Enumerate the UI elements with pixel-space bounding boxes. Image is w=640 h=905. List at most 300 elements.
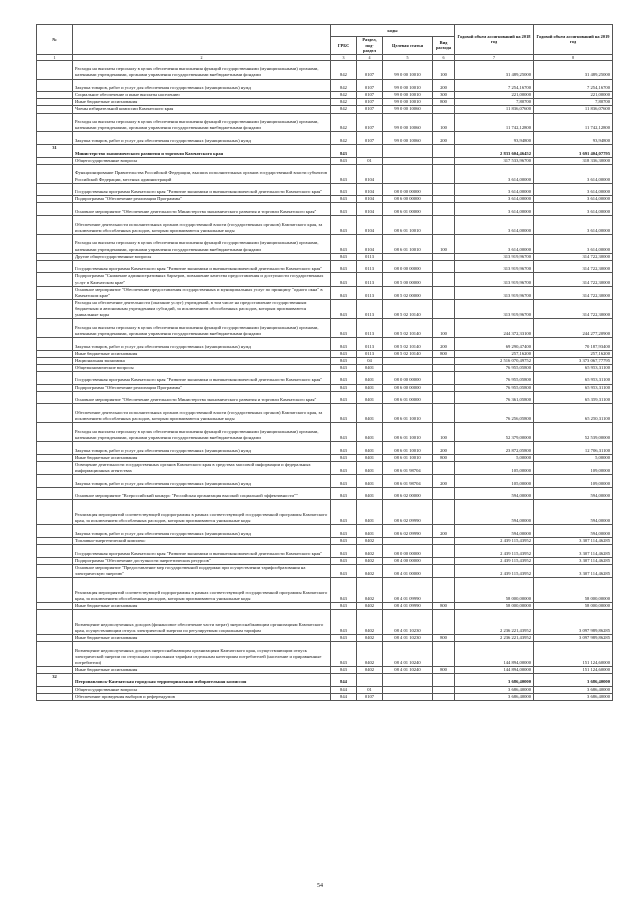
table-row — [37, 564, 613, 577]
row-type: 100 — [433, 60, 455, 79]
row-number — [37, 693, 73, 700]
row-target: 08 6 02 09990 — [383, 500, 433, 525]
header-vol-2018: Годовой объем ассигнований на 2018 год — [455, 25, 534, 55]
row-type: 800 — [433, 99, 455, 106]
row-type: 800 — [433, 350, 455, 357]
row-vol-2018: 3 614,00000 — [455, 234, 534, 253]
row-grbs: 843 — [331, 203, 357, 216]
row-vol-2019: 93,94800 — [534, 132, 613, 145]
row-vol-2018: 58 000,00000 — [455, 577, 534, 602]
row-name: Иные бюджетные ассигнования — [73, 666, 331, 673]
row-target: 08 6 00 00000 — [383, 196, 433, 203]
row-grbs: 843 — [331, 634, 357, 641]
row-target: 99 0 00 10010 — [383, 99, 433, 106]
row-type: 200 — [433, 441, 455, 454]
row-target: 08 4 01 10240 — [383, 666, 433, 673]
row-section: 0113 — [357, 253, 383, 260]
row-number — [37, 234, 73, 253]
row-number — [37, 350, 73, 357]
row-section: 0402 — [357, 577, 383, 602]
table-row — [37, 60, 613, 79]
row-target — [383, 364, 433, 371]
row-vol-2019: 3 614,00000 — [534, 216, 613, 235]
row-grbs: 843 — [331, 157, 357, 164]
row-number — [37, 286, 73, 299]
row-vol-2018: 594,00000 — [455, 525, 534, 538]
row-vol-2018: 76 955,05800 — [455, 384, 534, 391]
row-type — [433, 164, 455, 183]
row-target: 08 6 01 10010 — [383, 404, 433, 423]
table-row — [37, 196, 613, 203]
row-number — [37, 113, 73, 132]
row-name: Расходы на выплаты персоналу в целях обеспечения выполнения функций государственными (муниципальными) органами, казенными учреждениями, органами управления государственными внебюджетными фондами — [73, 113, 331, 132]
column-number: 7 — [455, 54, 534, 60]
row-type — [433, 364, 455, 371]
table-row — [37, 537, 613, 544]
row-vol-2019: 3 373 067,77795 — [534, 357, 613, 364]
row-type — [433, 260, 455, 273]
row-vol-2018: 3 614,00000 — [455, 183, 534, 196]
row-target: 08 4 00 00000 — [383, 557, 433, 564]
row-number — [37, 666, 73, 673]
header-section: Раздел, под-раздел — [357, 37, 383, 55]
row-type — [433, 384, 455, 391]
row-number — [37, 577, 73, 602]
row-vol-2019: 3 686,40000 — [534, 693, 613, 700]
row-name: Расходы на выплаты персоналу в целях обеспечения выполнения функций государственными (муниципальными) органами, казенными учреждениями, органами управления государственными внебюджетными фондами — [73, 319, 331, 338]
row-number — [37, 60, 73, 79]
row-name: Возмещение недополученных доходов энергоснабжающим организациям Камчатского края, осуществляющим отпуск электрической энергии по отпускным социальным тарифам отдельным категориям потребителей (население и приравненные потребители) — [73, 641, 331, 666]
row-number — [37, 602, 73, 609]
row-type — [433, 461, 455, 474]
row-grbs: 843 — [331, 253, 357, 260]
table-row — [37, 92, 613, 99]
row-vol-2019: 151 124,60000 — [534, 666, 613, 673]
column-number: 5 — [383, 54, 433, 60]
row-type — [433, 253, 455, 260]
row-type — [433, 216, 455, 235]
row-vol-2019: 594,00000 — [534, 487, 613, 500]
row-number — [37, 99, 73, 106]
table-row — [37, 423, 613, 442]
row-name: Иные бюджетные ассигнования — [73, 634, 331, 641]
row-vol-2019: 244 277,20900 — [534, 319, 613, 338]
row-target: 08 5 02 10140 — [383, 350, 433, 357]
row-grbs: 842 — [331, 60, 357, 79]
row-vol-2019: 3 614,00000 — [534, 196, 613, 203]
row-vol-2018: 3 614,00000 — [455, 203, 534, 216]
row-section: 0401 — [357, 391, 383, 404]
row-target: 08 0 00 00000 — [383, 260, 433, 273]
row-section: 0107 — [357, 60, 383, 79]
table-row — [37, 557, 613, 564]
row-number — [37, 371, 73, 384]
row-number — [37, 216, 73, 235]
row-section: 0104 — [357, 216, 383, 235]
row-vol-2019: 7 254,16700 — [534, 79, 613, 92]
table-row — [37, 686, 613, 693]
row-vol-2018: 144 894,00000 — [455, 641, 534, 666]
column-number: 4 — [357, 54, 383, 60]
row-target — [383, 164, 433, 183]
column-number: 2 — [73, 54, 331, 60]
row-type — [433, 371, 455, 384]
row-section: 01 — [357, 157, 383, 164]
row-grbs: 844 — [331, 673, 357, 686]
row-target — [383, 686, 433, 693]
document-page — [36, 24, 612, 701]
row-name: Основное мероприятие "Предоставление мер государственной поддержки при осуществлении тарифообразования на электрическую энергию" — [73, 564, 331, 577]
row-section: 0401 — [357, 487, 383, 500]
row-vol-2018: 76 955,05800 — [455, 371, 534, 384]
row-number — [37, 357, 73, 364]
row-vol-2019: 3 686,40000 — [534, 686, 613, 693]
row-section: 0113 — [357, 273, 383, 286]
row-vol-2018: 5,00000 — [455, 454, 534, 461]
row-vol-2019: 3 097 989,86285 — [534, 634, 613, 641]
row-type: 200 — [433, 474, 455, 487]
row-name: Иные бюджетные ассигнования — [73, 99, 331, 106]
header-number: № — [37, 25, 73, 55]
row-grbs: 843 — [331, 577, 357, 602]
row-grbs: 843 — [331, 454, 357, 461]
table-row — [37, 145, 613, 158]
row-name: Закупка товаров, работ и услуг для обеспечения государственных (муниципальных) нужд — [73, 79, 331, 92]
row-grbs: 842 — [331, 79, 357, 92]
row-name: Государственная программа Камчатского края "Развитие экономики и внешнеэкономической деятельности Камчатского края" — [73, 183, 331, 196]
row-section: 0402 — [357, 602, 383, 609]
row-section: 0402 — [357, 557, 383, 564]
row-grbs: 843 — [331, 286, 357, 299]
table-row — [37, 666, 613, 673]
row-name: Подпрограмма "Снижение административных барьеров, повышение качества предоставления и доступности государственных услуг в Камчатском крае" — [73, 273, 331, 286]
row-type — [433, 557, 455, 564]
row-section: 0401 — [357, 364, 383, 371]
row-type: 800 — [433, 454, 455, 461]
row-vol-2019: 151 124,60000 — [534, 641, 613, 666]
row-number — [37, 273, 73, 286]
row-vol-2019: 257,16200 — [534, 350, 613, 357]
table-row — [37, 634, 613, 641]
row-type: 200 — [433, 79, 455, 92]
row-type — [433, 487, 455, 500]
row-vol-2019: 109,00000 — [534, 461, 613, 474]
row-vol-2019: 109,00000 — [534, 474, 613, 487]
row-grbs: 843 — [331, 196, 357, 203]
row-vol-2018: 105,00000 — [455, 461, 534, 474]
row-name: Основное мероприятие "Всероссийский конкурс "Российская организация высокой социальной эффективности"" — [73, 487, 331, 500]
row-section: 0107 — [357, 92, 383, 99]
row-type — [433, 693, 455, 700]
row-number — [37, 641, 73, 666]
row-grbs: 843 — [331, 145, 357, 158]
row-grbs: 843 — [331, 423, 357, 442]
table-row — [37, 500, 613, 525]
header-target: Целевая статья — [383, 37, 433, 55]
row-name: Общеэкономические вопросы — [73, 364, 331, 371]
row-name: Реализация мероприятий соответствующей подпрограммы в рамках соответствующей государственной программы Камчатского края, за исключением обособленных расходов, которым присваиваются уникальные коды — [73, 577, 331, 602]
row-target: 99 0 00 10010 — [383, 79, 433, 92]
row-vol-2018: 76 955,05800 — [455, 364, 534, 371]
table-row — [37, 673, 613, 686]
row-vol-2018: 3 614,00000 — [455, 164, 534, 183]
table-row — [37, 602, 613, 609]
row-type — [433, 157, 455, 164]
row-section: 0113 — [357, 260, 383, 273]
row-vol-2018: 313 919,96700 — [455, 260, 534, 273]
row-target: 08 4 01 00000 — [383, 564, 433, 577]
row-section: 0113 — [357, 299, 383, 318]
row-target: 08 4 01 10230 — [383, 609, 433, 634]
row-section: 0107 — [357, 99, 383, 106]
row-grbs: 843 — [331, 487, 357, 500]
row-type: 100 — [433, 234, 455, 253]
table-row — [37, 260, 613, 273]
row-vol-2019: 594,00000 — [534, 500, 613, 525]
row-vol-2019: 12 706,31100 — [534, 441, 613, 454]
row-section: 0401 — [357, 500, 383, 525]
row-vol-2019: 5,00000 — [534, 454, 613, 461]
row-name: Национальная экономика — [73, 357, 331, 364]
row-target: 08 4 01 09990 — [383, 602, 433, 609]
row-name: Закупка товаров, работ и услуг для обеспечения государственных (муниципальных) нужд — [73, 132, 331, 145]
row-vol-2019: 3 614,00000 — [534, 203, 613, 216]
row-vol-2018: 221,00000 — [455, 92, 534, 99]
row-target — [383, 673, 433, 686]
row-target: 08 6 01 10010 — [383, 454, 433, 461]
row-section: 0104 — [357, 234, 383, 253]
column-number: 6 — [433, 54, 455, 60]
row-number — [37, 474, 73, 487]
table-row — [37, 157, 613, 164]
row-target — [383, 693, 433, 700]
row-type: 200 — [433, 525, 455, 538]
row-type — [433, 609, 455, 634]
row-number — [37, 299, 73, 318]
header-type: Вид расхода — [433, 37, 455, 55]
row-vol-2018: 2 439 115,43952 — [455, 537, 534, 544]
row-number — [37, 391, 73, 404]
row-vol-2019: 3 691 404,07795 — [534, 145, 613, 158]
row-name: Основное мероприятие "Обеспечение предоставления государственных и муниципальных услуг по принципу "одного окна" в Камчатском крае" — [73, 286, 331, 299]
table-row — [37, 319, 613, 338]
row-target: 08 6 00 00000 — [383, 384, 433, 391]
row-target: 08 6 01 10010 — [383, 441, 433, 454]
row-section: 0107 — [357, 132, 383, 145]
row-name: Другие общегосударственные вопросы — [73, 253, 331, 260]
row-number — [37, 364, 73, 371]
table-row — [37, 441, 613, 454]
row-number — [37, 79, 73, 92]
row-grbs: 843 — [331, 357, 357, 364]
row-type — [433, 673, 455, 686]
budget-table — [36, 24, 613, 701]
row-section: 0401 — [357, 474, 383, 487]
row-section: 0402 — [357, 537, 383, 544]
table-row — [37, 693, 613, 700]
row-vol-2018: 313 919,96700 — [455, 286, 534, 299]
row-vol-2019: 7,80700 — [534, 99, 613, 106]
row-name: Социальное обеспечение и иные выплаты населению — [73, 92, 331, 99]
row-target: 08 4 01 09990 — [383, 577, 433, 602]
row-number — [37, 487, 73, 500]
row-type: 200 — [433, 132, 455, 145]
row-target: 08 6 01 10010 — [383, 216, 433, 235]
row-type — [433, 500, 455, 525]
row-number — [37, 203, 73, 216]
row-name: Расходы на выплаты персоналу в целях обеспечения выполнения функций государственными (муниципальными) органами, казенными учреждениями, органами управления государственными внебюджетными фондами — [73, 234, 331, 253]
row-vol-2018: 313 919,96700 — [455, 299, 534, 318]
row-vol-2019: 52 539,00000 — [534, 423, 613, 442]
row-type — [433, 577, 455, 602]
row-section: 0401 — [357, 454, 383, 461]
row-vol-2018: 52 379,00000 — [455, 423, 534, 442]
row-vol-2018: 3 614,00000 — [455, 196, 534, 203]
row-name: Реализация мероприятий соответствующей подпрограммы в рамках соответствующей государственной программы Камчатского края, за исключением обособленных расходов, которым присваиваются уникальные коды — [73, 500, 331, 525]
row-target: 99 0 00 10010 — [383, 60, 433, 79]
row-target: 08 5 00 00000 — [383, 273, 433, 286]
row-name: Расходы на обеспечение деятельности (оказание услуг) учреждений, в том числе на предоставление государственным бюджетным и автономным учреждениям субсидий, за исключением обособленных расходов, которым присваиваются уникальные коды — [73, 299, 331, 318]
row-vol-2019: 314 722,30000 — [534, 253, 613, 260]
row-vol-2019: 65 953,31100 — [534, 384, 613, 391]
row-grbs: 843 — [331, 441, 357, 454]
table-row — [37, 337, 613, 350]
row-vol-2018: 3 686,40000 — [455, 673, 534, 686]
row-vol-2018: 3 614,00000 — [455, 216, 534, 235]
row-target — [383, 157, 433, 164]
row-section: 0401 — [357, 525, 383, 538]
row-target: 08 0 00 00000 — [383, 371, 433, 384]
table-row — [37, 216, 613, 235]
row-name: Подпрограмма "Обеспечение доступности энергетических ресурсов" — [73, 557, 331, 564]
row-type — [433, 183, 455, 196]
table-row — [37, 384, 613, 391]
row-number — [37, 500, 73, 525]
row-section: 0107 — [357, 693, 383, 700]
table-row — [37, 273, 613, 286]
row-name: Закупка товаров, работ и услуг для обеспечения государственных (муниципальных) нужд — [73, 441, 331, 454]
row-name: Основное мероприятие "Обеспечение деятельности Министерства экономического развития и торговли Камчатского края" — [73, 203, 331, 216]
table-row — [37, 164, 613, 183]
page-number: 54 — [317, 883, 323, 889]
row-vol-2018: 2 236 221,43952 — [455, 609, 534, 634]
row-vol-2019: 314 722,30000 — [534, 273, 613, 286]
row-vol-2019: 3 614,00000 — [534, 164, 613, 183]
row-grbs: 843 — [331, 602, 357, 609]
row-grbs: 843 — [331, 273, 357, 286]
row-grbs: 843 — [331, 564, 357, 577]
row-vol-2018: 257,16200 — [455, 350, 534, 357]
row-grbs: 843 — [331, 216, 357, 235]
row-vol-2018: 2 236 221,43952 — [455, 634, 534, 641]
row-target: 08 5 02 00000 — [383, 286, 433, 299]
row-grbs: 843 — [331, 609, 357, 634]
row-type — [433, 564, 455, 577]
row-name: Общегосударственные вопросы — [73, 686, 331, 693]
row-number — [37, 183, 73, 196]
row-grbs: 843 — [331, 319, 357, 338]
row-vol-2018: 2 439 115,43952 — [455, 564, 534, 577]
row-type: 100 — [433, 319, 455, 338]
row-number — [37, 164, 73, 183]
row-section: 0401 — [357, 404, 383, 423]
row-grbs: 842 — [331, 92, 357, 99]
row-target: 99 0 00 10060 — [383, 106, 433, 113]
row-number — [37, 525, 73, 538]
row-number — [37, 404, 73, 423]
row-grbs: 843 — [331, 337, 357, 350]
row-section: 0113 — [357, 286, 383, 299]
row-name: Расходы на выплаты персоналу в целях обеспечения выполнения функций государственными (муниципальными) органами, казенными учреждениями, органами управления государственными внебюджетными фондами — [73, 423, 331, 442]
row-section: 0113 — [357, 350, 383, 357]
column-number: 3 — [331, 54, 357, 60]
header-name — [73, 25, 331, 55]
row-section: 01 — [357, 686, 383, 693]
row-type — [433, 145, 455, 158]
row-type: 800 — [433, 634, 455, 641]
row-number — [37, 423, 73, 442]
row-target: 08 6 02 09990 — [383, 525, 433, 538]
row-target: 08 0 00 00000 — [383, 183, 433, 196]
row-grbs: 844 — [331, 693, 357, 700]
row-vol-2019: 65 953,31100 — [534, 371, 613, 384]
row-vol-2018: 594,00000 — [455, 500, 534, 525]
row-vol-2019: 221,00000 — [534, 92, 613, 99]
row-vol-2018: 11 836,07600 — [455, 106, 534, 113]
row-target: 08 5 02 10140 — [383, 337, 433, 350]
row-number — [37, 157, 73, 164]
row-name: Иные бюджетные ассигнования — [73, 602, 331, 609]
row-vol-2018: 2 833 604,46452 — [455, 145, 534, 158]
table-row — [37, 183, 613, 196]
row-vol-2019: 11 742,12800 — [534, 113, 613, 132]
row-grbs: 843 — [331, 500, 357, 525]
row-vol-2018: 105,00000 — [455, 474, 534, 487]
row-number — [37, 106, 73, 113]
row-type — [433, 273, 455, 286]
row-type — [433, 641, 455, 666]
row-type — [433, 404, 455, 423]
row-type: 800 — [433, 666, 455, 673]
column-number: 1 — [37, 54, 73, 60]
row-section: 0104 — [357, 183, 383, 196]
header-grbs: ГРБС — [331, 37, 357, 55]
row-target: 08 6 01 00000 — [383, 203, 433, 216]
row-vol-2018: 7 254,16700 — [455, 79, 534, 92]
row-name: Расходы на выплаты персоналу в целях обеспечения выполнения функций государственными (муниципальными) органами, казенными учреждениями, органами управления государственными внебюджетными фондами — [73, 60, 331, 79]
row-name: Подпрограмма "Обеспечение реализации Программы" — [73, 384, 331, 391]
row-target: 99 0 00 10010 — [383, 92, 433, 99]
row-number — [37, 686, 73, 693]
row-target: 08 5 02 10140 — [383, 319, 433, 338]
row-target: 08 4 01 10240 — [383, 641, 433, 666]
row-vol-2019: 3 307 114,46285 — [534, 544, 613, 557]
table-row — [37, 99, 613, 106]
row-name: Иные бюджетные ассигнования — [73, 454, 331, 461]
row-grbs: 842 — [331, 113, 357, 132]
row-vol-2019: 58 000,00000 — [534, 602, 613, 609]
row-type — [433, 391, 455, 404]
table-header — [37, 25, 613, 61]
row-number — [37, 609, 73, 634]
row-target: 08 4 01 10230 — [383, 634, 433, 641]
table-row — [37, 203, 613, 216]
row-vol-2019: 314 722,30000 — [534, 260, 613, 273]
row-section: 0113 — [357, 337, 383, 350]
row-vol-2019: 3 614,00000 — [534, 234, 613, 253]
table-body — [37, 60, 613, 700]
table-row — [37, 391, 613, 404]
